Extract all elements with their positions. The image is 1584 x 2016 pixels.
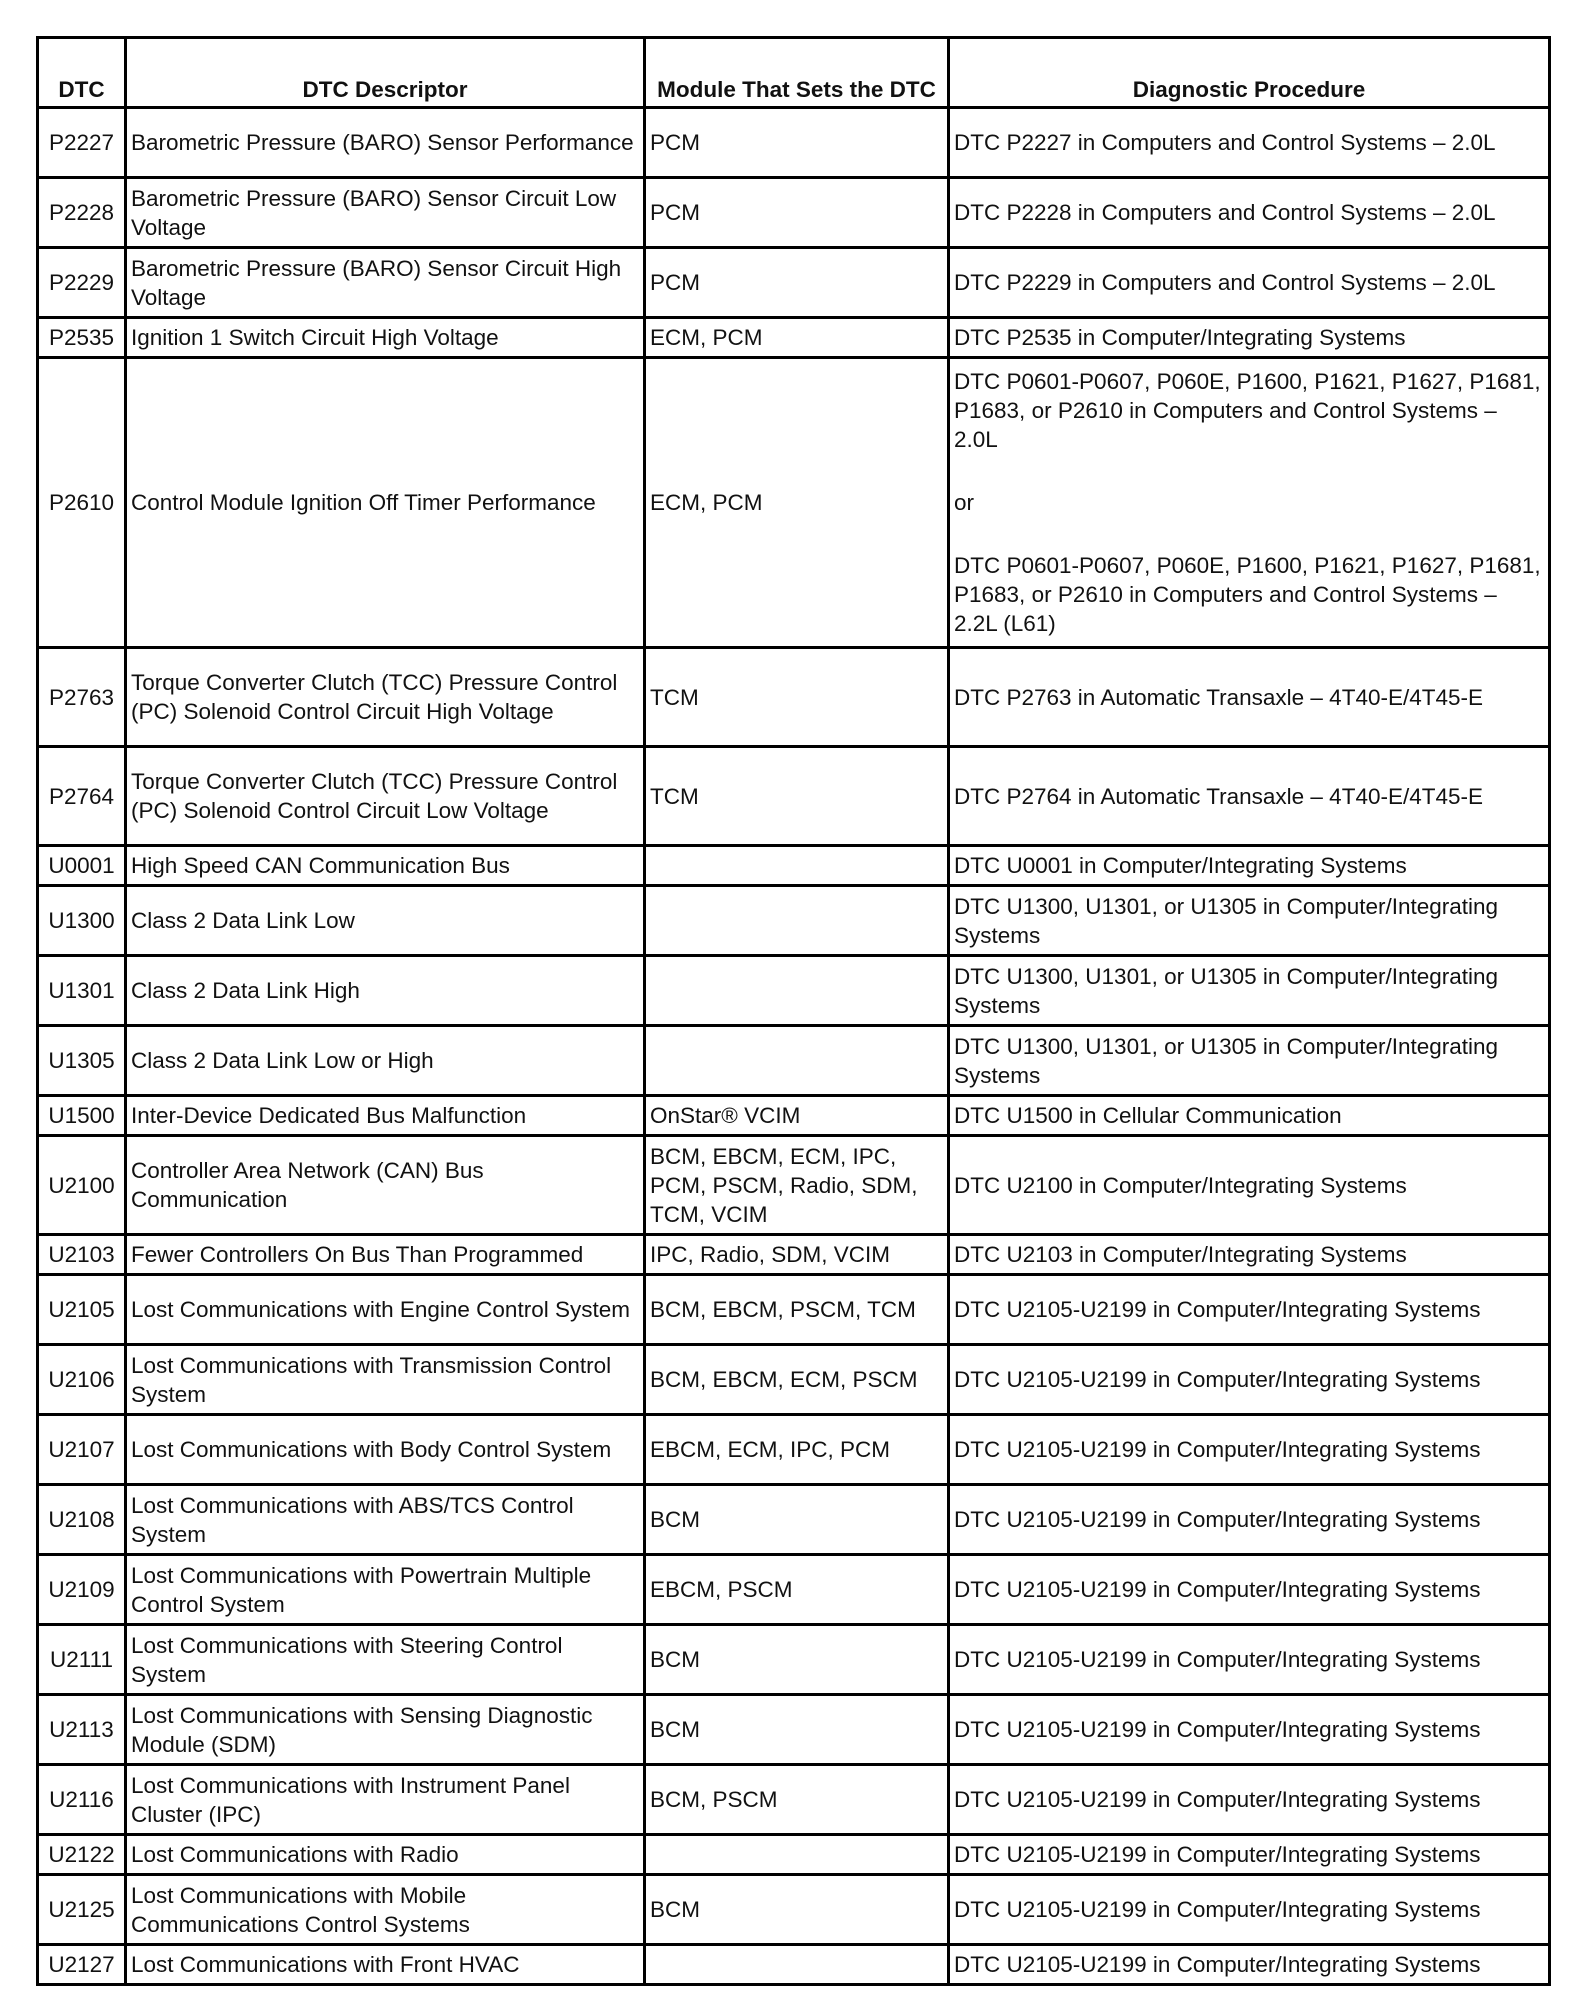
table-row xyxy=(38,1765,1550,1835)
dtc-code-cell: U2100 xyxy=(38,1136,126,1235)
procedure-text: DTC U1300, U1301, or U1305 in Computer/Integrating Systems xyxy=(954,1033,1499,1088)
procedure-text: DTC U2105-U2199 in Computer/Integrating Systems xyxy=(954,1367,1481,1392)
procedure-text: DTC P2227 in Computers and Control Systems – 2.0L xyxy=(954,130,1496,155)
table-row xyxy=(38,358,1550,648)
module-cell: OnStar® VCIM xyxy=(645,1096,949,1136)
module-cell: BCM, EBCM, PSCM, TCM xyxy=(645,1275,949,1345)
diagnostic-procedure-cell xyxy=(949,1765,1550,1835)
table-row xyxy=(38,1625,1550,1695)
table-row xyxy=(38,248,1550,318)
module-cell: PCM xyxy=(645,178,949,248)
module-cell: PCM xyxy=(645,108,949,178)
module-cell xyxy=(645,1945,949,1985)
module-cell: BCM xyxy=(645,1485,949,1555)
dtc-descriptor-cell: Fewer Controllers On Bus Than Programmed xyxy=(126,1235,645,1275)
procedure-text: DTC U2105-U2199 in Computer/Integrating Systems xyxy=(954,1577,1481,1602)
dtc-code-cell: P2763 xyxy=(38,648,126,747)
procedure-text: DTC P2764 in Automatic Transaxle – 4T40-E/4T45-E xyxy=(954,783,1484,809)
procedure-spacer xyxy=(954,517,1544,551)
module-cell xyxy=(645,1835,949,1875)
dtc-code-cell: U2125 xyxy=(38,1875,126,1945)
table-row xyxy=(38,1275,1550,1345)
diagnostic-procedure-cell xyxy=(949,1945,1550,1985)
procedure-text: DTC U2105-U2199 in Computer/Integrating Systems xyxy=(954,1507,1481,1532)
dtc-code-cell: U2108 xyxy=(38,1485,126,1555)
dtc-code-cell: U2105 xyxy=(38,1275,126,1345)
header-descriptor: DTC Descriptor xyxy=(126,38,645,108)
table-row xyxy=(38,318,1550,358)
procedure-text: or xyxy=(954,490,975,515)
procedure-text: DTC P2763 in Automatic Transaxle – 4T40-E/4T45-E xyxy=(954,684,1484,710)
procedure-text: DTC U2105-U2199 in Computer/Integrating Systems xyxy=(954,1842,1481,1867)
dtc-descriptor-cell: Barometric Pressure (BARO) Sensor Circuit High Voltage xyxy=(126,248,645,318)
procedure-text: DTC P2229 in Computers and Control Systems – 2.0L xyxy=(954,270,1496,295)
procedure-text: DTC U1300, U1301, or U1305 in Computer/Integrating Systems xyxy=(954,893,1499,948)
table-row xyxy=(38,747,1550,846)
dtc-descriptor-cell: Inter-Device Dedicated Bus Malfunction xyxy=(126,1096,645,1136)
dtc-code-cell: U2127 xyxy=(38,1945,126,1985)
header-dtc: DTC xyxy=(38,38,126,108)
procedure-text: DTC U2105-U2199 in Computer/Integrating Systems xyxy=(954,1897,1481,1922)
procedure-text: DTC U2105-U2199 in Computer/Integrating Systems xyxy=(954,1437,1481,1462)
module-cell xyxy=(645,886,949,956)
dtc-code-cell: P2610 xyxy=(38,358,126,648)
dtc-code-cell: P2229 xyxy=(38,248,126,318)
dtc-code-cell: U0001 xyxy=(38,846,126,886)
diagnostic-procedure-cell xyxy=(949,1835,1550,1875)
table-row xyxy=(38,1096,1550,1136)
dtc-descriptor-cell: Lost Communications with Instrument Panel Cluster (IPC) xyxy=(126,1765,645,1835)
dtc-descriptor-cell: Torque Converter Clutch (TCC) Pressure Control (PC) Solenoid Control Circuit High Voltage xyxy=(126,648,645,747)
module-cell xyxy=(645,1026,949,1096)
table-row xyxy=(38,1695,1550,1765)
procedure-text: DTC U2105-U2199 in Computer/Integrating Systems xyxy=(954,1647,1481,1672)
table-row xyxy=(38,1235,1550,1275)
diagnostic-procedure-cell xyxy=(949,1555,1550,1625)
procedure-text: DTC P2228 in Computers and Control Systems – 2.0L xyxy=(954,200,1496,225)
diagnostic-procedure-cell xyxy=(949,1625,1550,1695)
module-cell: BCM xyxy=(645,1695,949,1765)
dtc-descriptor-cell: Lost Communications with ABS/TCS Control System xyxy=(126,1485,645,1555)
procedure-text: DTC U2105-U2199 in Computer/Integrating Systems xyxy=(954,1787,1481,1812)
dtc-code-cell: U1301 xyxy=(38,956,126,1026)
dtc-descriptor-cell: Class 2 Data Link High xyxy=(126,956,645,1026)
diagnostic-procedure-cell xyxy=(949,318,1550,358)
diagnostic-procedure-cell xyxy=(949,846,1550,886)
dtc-code-cell: U2103 xyxy=(38,1235,126,1275)
table-row xyxy=(38,1555,1550,1625)
diagnostic-procedure-cell xyxy=(949,1875,1550,1945)
dtc-descriptor-cell: Barometric Pressure (BARO) Sensor Circuit Low Voltage xyxy=(126,178,645,248)
dtc-code-cell: U1300 xyxy=(38,886,126,956)
procedure-text: DTC P0601-P0607, P060E, P1600, P1621, P1627, P1681, P1683, or P2610 in Computers and Control Systems – 2.0L xyxy=(954,369,1541,452)
dtc-code-cell: U2116 xyxy=(38,1765,126,1835)
table-row xyxy=(38,1875,1550,1945)
diagnostic-procedure-cell xyxy=(949,1485,1550,1555)
diagnostic-procedure-cell xyxy=(949,178,1550,248)
dtc-code-cell: U2122 xyxy=(38,1835,126,1875)
table-body xyxy=(38,108,1550,1985)
module-cell xyxy=(645,846,949,886)
module-cell: PCM xyxy=(645,248,949,318)
dtc-descriptor-cell: Torque Converter Clutch (TCC) Pressure Control (PC) Solenoid Control Circuit Low Voltage xyxy=(126,747,645,846)
module-cell: EBCM, PSCM xyxy=(645,1555,949,1625)
table-row xyxy=(38,1026,1550,1096)
module-cell: BCM xyxy=(645,1875,949,1945)
dtc-code-cell: P2764 xyxy=(38,747,126,846)
dtc-code-cell: P2227 xyxy=(38,108,126,178)
table-row xyxy=(38,1415,1550,1485)
dtc-descriptor-cell: Lost Communications with Mobile Communications Control Systems xyxy=(126,1875,645,1945)
module-cell: TCM xyxy=(645,648,949,747)
module-cell: BCM, EBCM, ECM, PSCM xyxy=(645,1345,949,1415)
dtc-descriptor-cell: Lost Communications with Engine Control System xyxy=(126,1275,645,1345)
dtc-code-cell: U1500 xyxy=(38,1096,126,1136)
dtc-code-cell: U1305 xyxy=(38,1026,126,1096)
diagnostic-procedure-cell xyxy=(949,886,1550,956)
diagnostic-procedure-cell xyxy=(949,1136,1550,1235)
diagnostic-procedure-cell xyxy=(949,747,1550,846)
table-row xyxy=(38,846,1550,886)
table-row xyxy=(38,1136,1550,1235)
table-row xyxy=(38,1835,1550,1875)
table-header-row xyxy=(38,38,1550,108)
dtc-descriptor-cell: Lost Communications with Front HVAC xyxy=(126,1945,645,1985)
diagnostic-procedure-cell xyxy=(949,1096,1550,1136)
diagnostic-procedure-cell xyxy=(949,108,1550,178)
procedure-text: DTC U0001 in Computer/Integrating Systems xyxy=(954,853,1407,878)
dtc-descriptor-cell: Control Module Ignition Off Timer Performance xyxy=(126,358,645,648)
table-row xyxy=(38,648,1550,747)
module-cell xyxy=(645,956,949,1026)
dtc-descriptor-cell: Class 2 Data Link Low or High xyxy=(126,1026,645,1096)
dtc-descriptor-cell: High Speed CAN Communication Bus xyxy=(126,846,645,886)
table-row xyxy=(38,178,1550,248)
dtc-code-cell: U2107 xyxy=(38,1415,126,1485)
diagnostic-procedure-cell xyxy=(949,1695,1550,1765)
table-row xyxy=(38,956,1550,1026)
diagnostic-procedure-cell xyxy=(949,648,1550,747)
module-cell: BCM, PSCM xyxy=(645,1765,949,1835)
diagnostic-procedure-cell xyxy=(949,358,1550,648)
dtc-descriptor-cell: Lost Communications with Body Control System xyxy=(126,1415,645,1485)
dtc-code-cell: P2535 xyxy=(38,318,126,358)
dtc-descriptor-cell: Lost Communications with Transmission Control System xyxy=(126,1345,645,1415)
procedure-spacer xyxy=(954,454,1544,488)
dtc-descriptor-cell: Lost Communications with Radio xyxy=(126,1835,645,1875)
procedure-text: DTC U2105-U2199 in Computer/Integrating Systems xyxy=(954,1952,1481,1977)
dtc-code-cell: P2228 xyxy=(38,178,126,248)
dtc-code-cell: U2111 xyxy=(38,1625,126,1695)
procedure-text: DTC P2535 in Computer/Integrating Systems xyxy=(954,325,1406,350)
dtc-code-cell: U2113 xyxy=(38,1695,126,1765)
table-row xyxy=(38,1945,1550,1985)
procedure-text: DTC P0601-P0607, P060E, P1600, P1621, P1627, P1681, P1683, or P2610 in Computers and Control Systems – 2.2L (L61) xyxy=(954,553,1541,636)
module-cell: BCM xyxy=(645,1625,949,1695)
diagnostic-procedure-cell xyxy=(949,1026,1550,1096)
dtc-table xyxy=(36,36,1551,1986)
dtc-code-cell: U2109 xyxy=(38,1555,126,1625)
table-row xyxy=(38,886,1550,956)
module-cell: ECM, PCM xyxy=(645,358,949,648)
module-cell: EBCM, ECM, IPC, PCM xyxy=(645,1415,949,1485)
dtc-descriptor-cell: Lost Communications with Steering Control System xyxy=(126,1625,645,1695)
diagnostic-procedure-cell xyxy=(949,1235,1550,1275)
diagnostic-procedure-cell xyxy=(949,1275,1550,1345)
table-row xyxy=(38,1485,1550,1555)
dtc-descriptor-cell: Lost Communications with Sensing Diagnostic Module (SDM) xyxy=(126,1695,645,1765)
diagnostic-procedure-cell xyxy=(949,1345,1550,1415)
diagnostic-procedure-cell xyxy=(949,956,1550,1026)
dtc-code-cell: U2106 xyxy=(38,1345,126,1415)
procedure-text: DTC U2105-U2199 in Computer/Integrating Systems xyxy=(954,1717,1481,1742)
dtc-descriptor-cell: Barometric Pressure (BARO) Sensor Performance xyxy=(126,108,645,178)
procedure-text: DTC U2103 in Computer/Integrating Systems xyxy=(954,1242,1407,1267)
module-cell: TCM xyxy=(645,747,949,846)
table-row xyxy=(38,108,1550,178)
dtc-descriptor-cell: Ignition 1 Switch Circuit High Voltage xyxy=(126,318,645,358)
header-module: Module That Sets the DTC xyxy=(645,38,949,108)
module-cell: BCM, EBCM, ECM, IPC, PCM, PSCM, Radio, SDM, TCM, VCIM xyxy=(645,1136,949,1235)
procedure-text: DTC U1500 in Cellular Communication xyxy=(954,1103,1342,1128)
table-row xyxy=(38,1345,1550,1415)
module-cell: ECM, PCM xyxy=(645,318,949,358)
document-page xyxy=(36,36,1548,1986)
procedure-text: DTC U1300, U1301, or U1305 in Computer/Integrating Systems xyxy=(954,963,1499,1018)
module-cell: IPC, Radio, SDM, VCIM xyxy=(645,1235,949,1275)
diagnostic-procedure-cell xyxy=(949,1415,1550,1485)
dtc-descriptor-cell: Class 2 Data Link Low xyxy=(126,886,645,956)
procedure-text: DTC U2100 in Computer/Integrating Systems xyxy=(954,1172,1407,1198)
dtc-descriptor-cell: Lost Communications with Powertrain Multiple Control System xyxy=(126,1555,645,1625)
header-procedure: Diagnostic Procedure xyxy=(949,38,1550,108)
procedure-text: DTC U2105-U2199 in Computer/Integrating Systems xyxy=(954,1297,1481,1322)
diagnostic-procedure-cell xyxy=(949,248,1550,318)
dtc-descriptor-cell: Controller Area Network (CAN) Bus Communication xyxy=(126,1136,645,1235)
